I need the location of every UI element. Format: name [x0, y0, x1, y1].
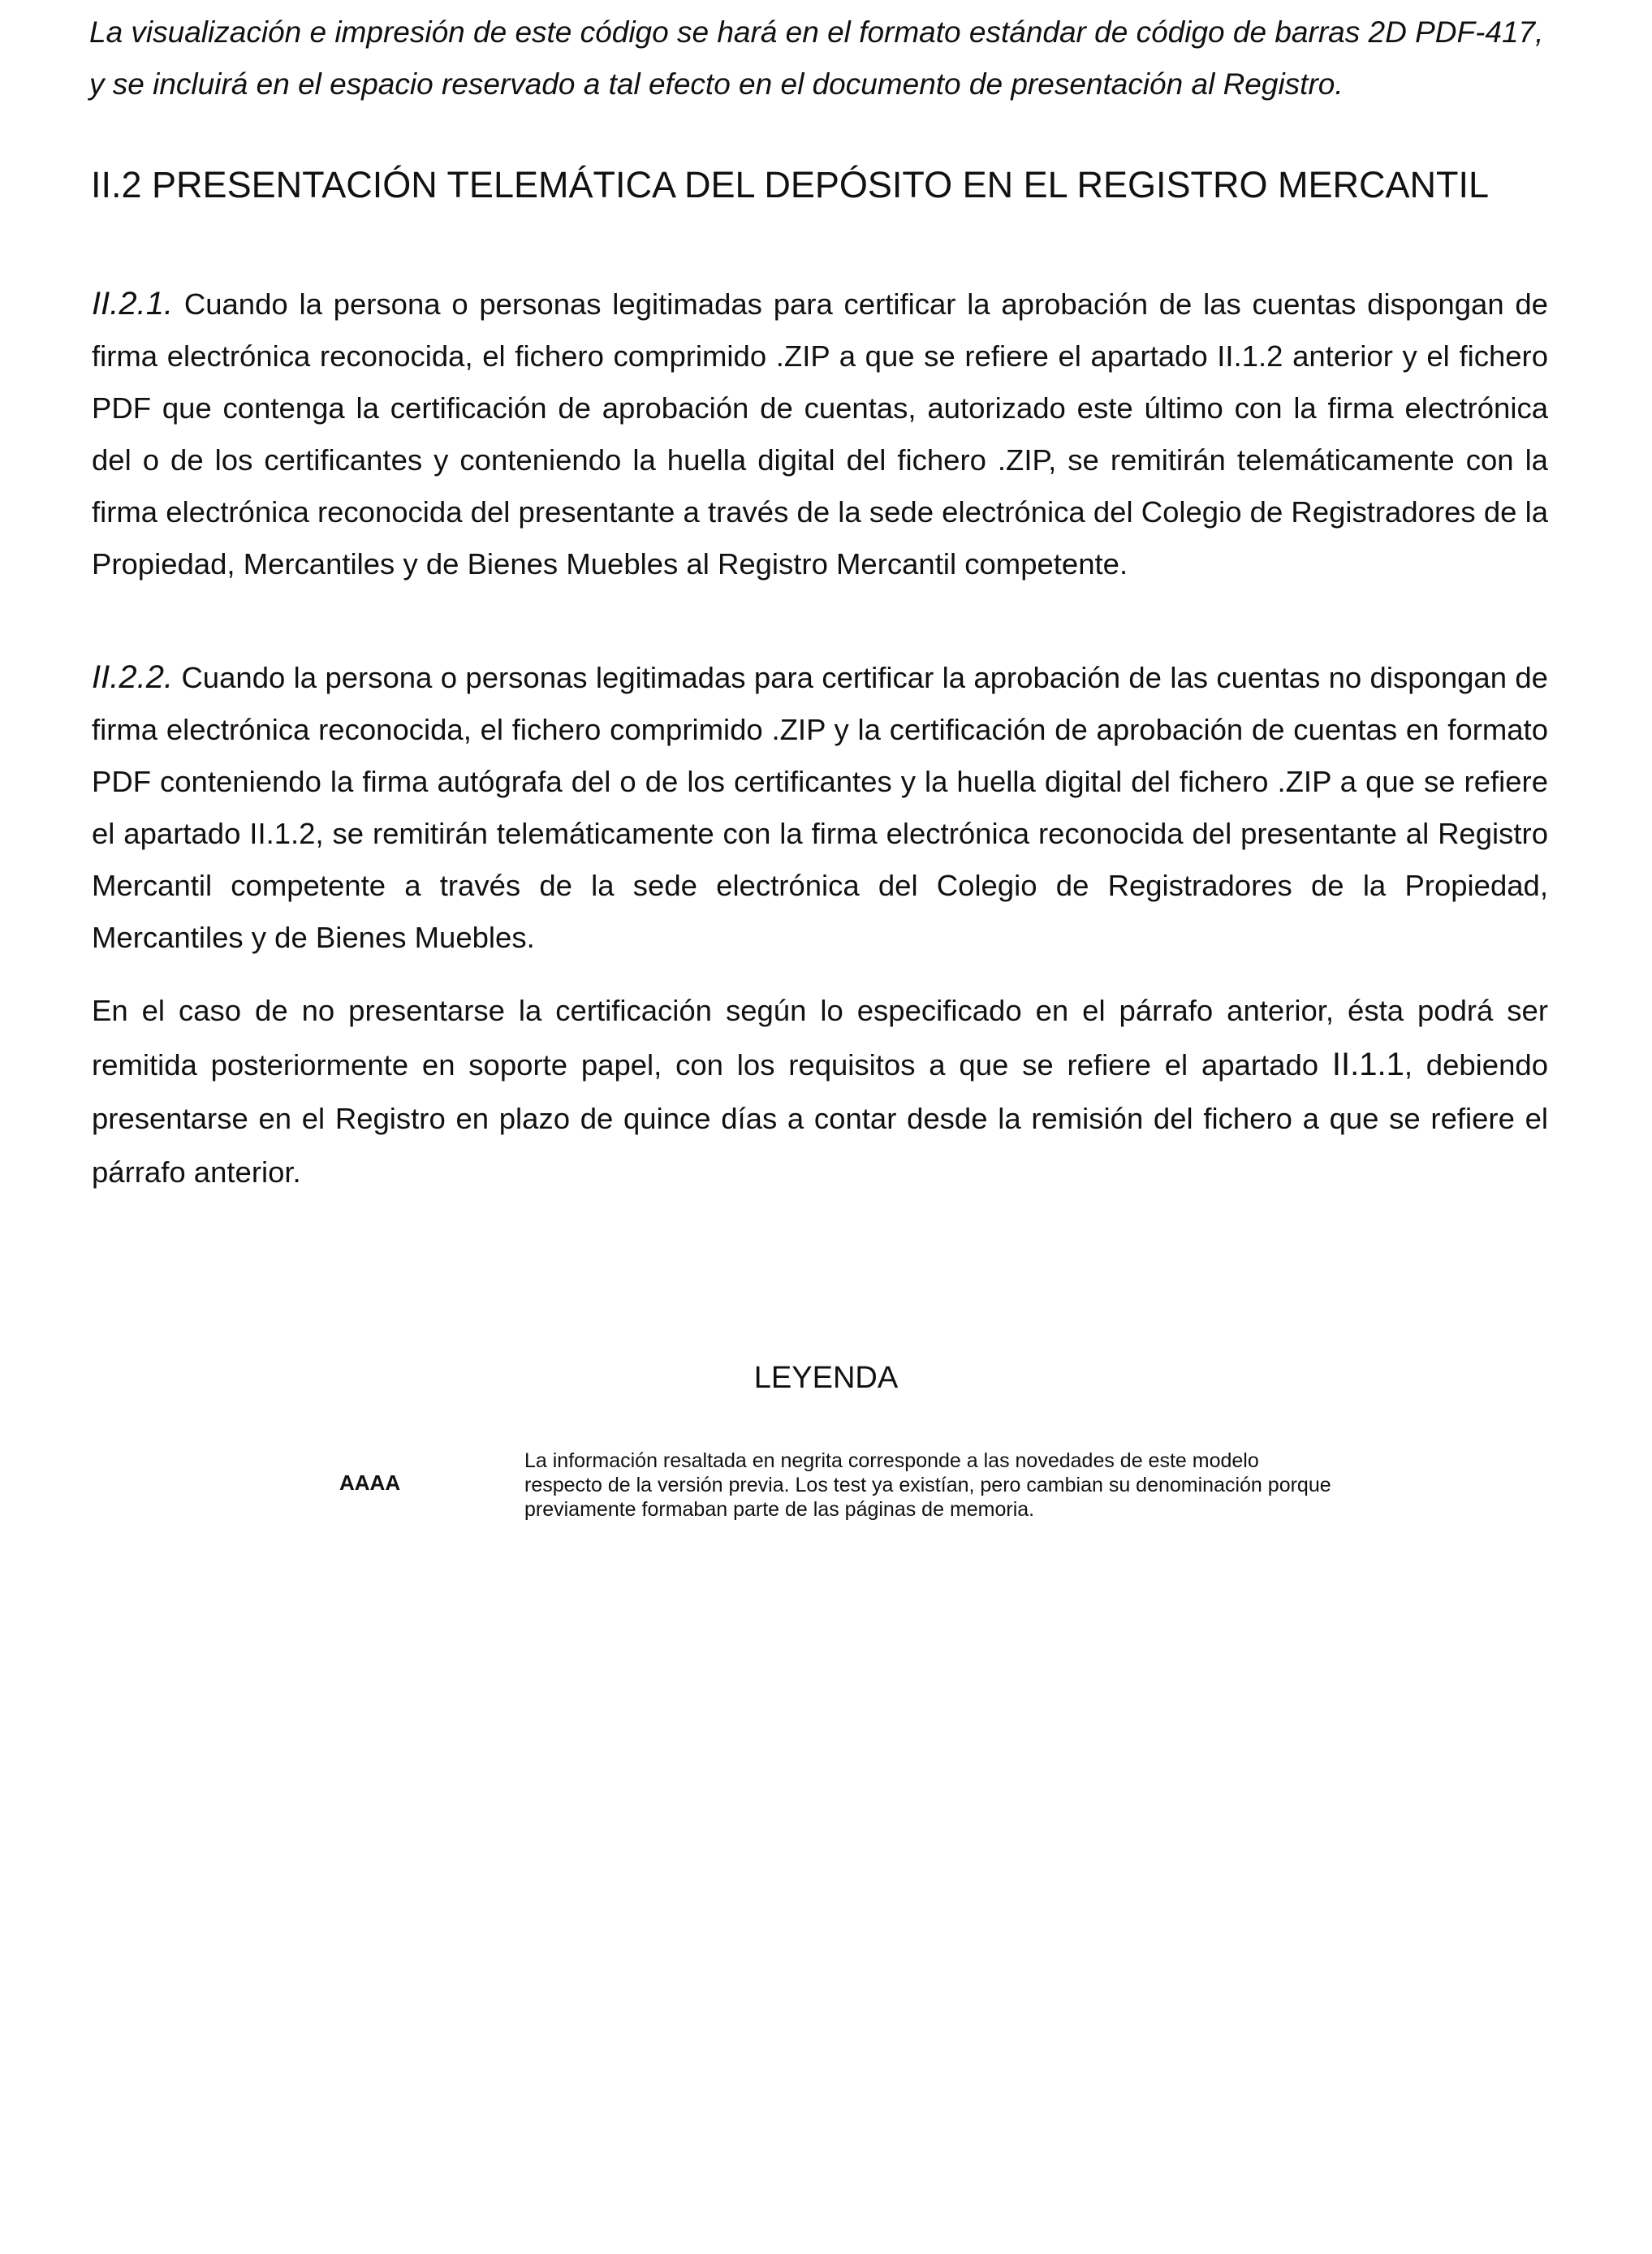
paragraph-number: II.2.1. [92, 286, 174, 322]
closing-text-after: , debiendo presentarse en el Registro en plazo de quince días a contar desde la remisión del fichero a que se refiere el párrafo anterior. [92, 1048, 1548, 1189]
legend-description: La información resaltada en negrita corresponde a las novedades de este modelo respecto de la versión previa. Los test ya existían, pero cambian su denominación porque previamente formaban parte de las páginas de memoria. [524, 1449, 1331, 1521]
closing-text-before: En el caso de no presentarse la certificación según lo especificado en el párrafo anterior, ésta podrá ser remitida posteriormente en soporte papel, con los requisitos a que se refiere el apartado [92, 994, 1548, 1082]
paragraph-ii-2-2 [92, 651, 1548, 964]
section-heading: II.2 PRESENTACIÓN TELEMÁTICA DEL DEPÓSITO EN EL REGISTRO MERCANTIL [91, 164, 1490, 205]
legend-sample: AAAA [339, 1470, 401, 1495]
legend-title: LEYENDA [753, 1361, 899, 1395]
paragraph-text: Cuando la persona o personas legitimadas para certificar la aprobación de las cuentas no dispongan de firma electrónica reconocida, el fichero comprimido .ZIP y la certificación de aprobación de cuentas en formato PDF conteniendo la firma autógrafa del o de los certificantes y la huella digital del fichero .ZIP a que se refiere el apartado II.1.2, se remitirán telemáticamente con la firma electrónica reconocida del presentante al Registro Mercantil competente a través de la sede electrónica del Colegio de Registradores de la Propiedad, Mercantiles y de Bienes Muebles. [92, 661, 1548, 954]
closing-reference: II.1.1 [1331, 1047, 1404, 1082]
paragraph-text: Cuando la persona o personas legitimadas para certificar la aprobación de las cuentas dispongan de firma electrónica reconocida, el fichero comprimido .ZIP a que se refiere el apartado II.1.2 anterior y el fichero PDF que contenga la certificación de aprobación de cuentas, autorizado este último con la firma electrónica del o de los certificantes y conteniendo la huella digital del fichero .ZIP, se remitirán telemáticamente con la firma electrónica reconocida del presentante a través de la sede electrónica del Colegio de Registradores de la Propiedad, Mercantiles y de Bienes Muebles al Registro Mercantil competente. [92, 287, 1548, 581]
intro-paragraph: La visualización e impresión de este código se hará en el formato estándar de código de barras 2D PDF-417, y se incluirá en el espacio reservado a tal efecto en el documento de presentación al Registro. [89, 15, 1544, 101]
paragraph-number: II.2.2. [92, 659, 174, 695]
closing-paragraph [92, 984, 1548, 1199]
paragraph-ii-2-1 [92, 278, 1548, 590]
